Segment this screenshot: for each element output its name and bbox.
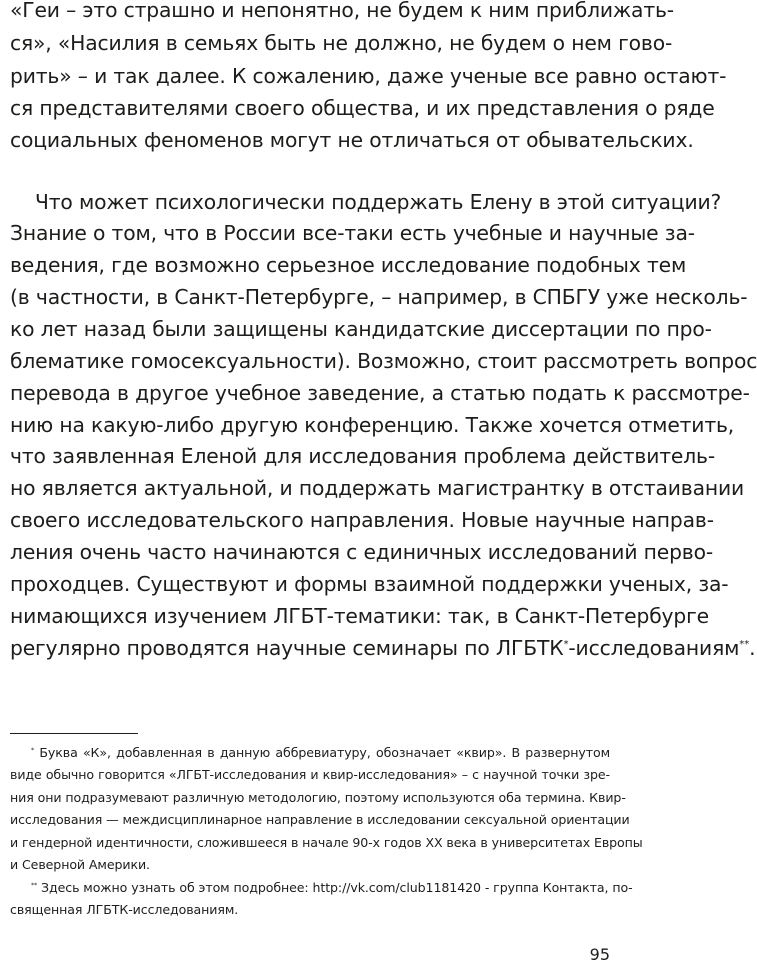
body-line: нимающихся изучением ЛГБТ-тематики: так, в Санкт-Петербурге	[10, 604, 709, 628]
body-line: блематике гомосексуальности). Возможно, стоит рассмотреть вопрос	[10, 349, 757, 373]
last-line-end: .	[749, 636, 756, 660]
body-line: ления очень часто начинаются с единичных исследований перво-	[10, 540, 714, 564]
body-line: «Геи – это страшно и непонятно, не будем к ним приближать-	[10, 0, 674, 22]
body-line: (в частности, в Санкт-Петербурге, – например, в СПБГУ уже несколь-	[10, 285, 748, 309]
body-line: но является актуальной, и поддержать магистрантку в отстаивании	[10, 476, 745, 500]
body-line: ведения, где возможно серьезное исследование подобных тем	[10, 253, 687, 277]
footnote-2-line: священная ЛГБТК-исследованиям.	[10, 902, 239, 917]
body-line: ко лет назад были защищены кандидатские диссертации по про-	[10, 317, 712, 341]
page-number: 95	[589, 945, 610, 964]
body-line: проходцев. Существуют и формы взаимной поддержки ученых, за-	[10, 572, 729, 596]
body-line: перевода в другое учебное заведение, а статью подать к рассмотре-	[10, 381, 750, 405]
body-line: ся представителями своего общества, и их представления о ряде	[10, 96, 715, 120]
body-line: Знание о том, что в России все-таки есть учебные и научные за-	[10, 221, 695, 245]
body-line: что заявленная Еленой для исследования проблема действитель-	[10, 444, 716, 468]
body-line: ся», «Насилия в семьях быть не должно, не будем о нем гово-	[10, 31, 673, 55]
footnote-1-line: ния они подразумевают различную методологию, поэтому используются оба термина. Квир-	[10, 790, 626, 805]
footnote-2-text: Здесь можно узнать об этом подробнее: http://vk.com/club1181420 - группа Контакта, по-	[41, 880, 633, 895]
footnote-2-line	[31, 880, 633, 895]
footnote-rule	[10, 733, 138, 734]
footnote-1-line: исследования — междисциплинарное направление в исследовании сексуальной ориентации	[10, 812, 630, 827]
body-line: Что может психологически поддержать Елену в этой ситуации?	[35, 190, 722, 214]
footnote-1-mark: *	[31, 746, 35, 754]
footnote-1-line: и гендерной идентичности, сложившееся в начале 90-х годов XX века в университетах Европы	[10, 835, 643, 850]
footnote-1-text: Буква «К», добавленная в данную аббревиатуру, обозначает «квир». В развернутом	[39, 745, 611, 760]
body-line: нию на какую-либо другую конференцию. Также хочется отметить,	[10, 413, 735, 437]
last-line-mid: -исследованиям	[568, 636, 740, 660]
footnote-ref-2: **	[739, 639, 750, 651]
footnote-1-line: виде обычно говорится «ЛГБТ-исследования и квир-исследования» – с научной точки зре-	[10, 767, 610, 782]
footnote-1-line	[31, 746, 610, 760]
footnote-2-mark: **	[31, 881, 38, 889]
footnote-ref-1: *	[563, 639, 569, 651]
body-line: социальных феноменов могут не отличаться от обывательских.	[10, 128, 694, 152]
last-line-text: регулярно проводятся научные семинары по ЛГБТК	[10, 636, 564, 660]
body-line: рить» – и так далее. К сожалению, даже ученые все равно остают-	[10, 64, 727, 88]
body-line: своего исследовательского направления. Новые научные направ-	[10, 508, 714, 532]
body-line-last	[10, 636, 756, 660]
footnote-1-line: и Северной Америки.	[10, 857, 150, 872]
